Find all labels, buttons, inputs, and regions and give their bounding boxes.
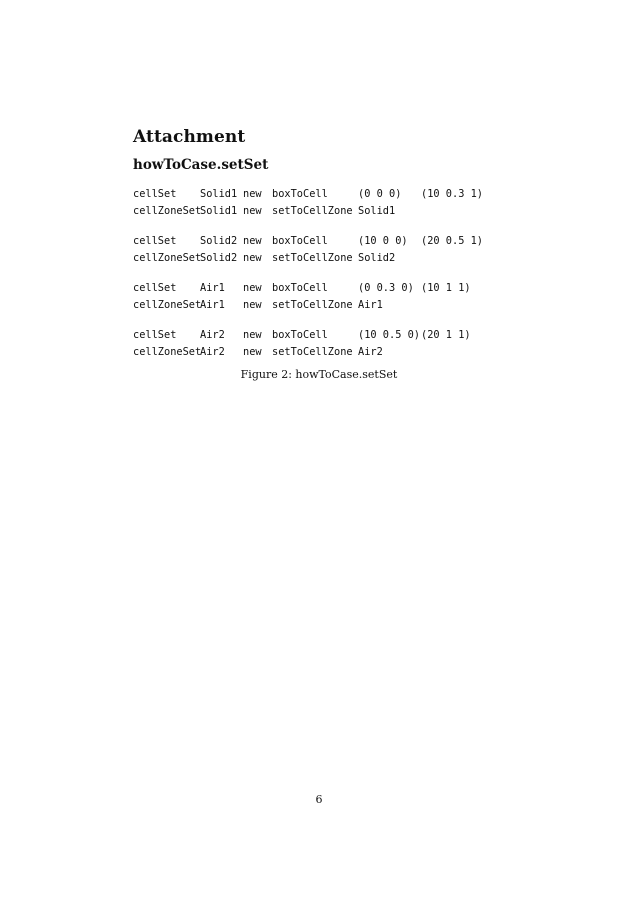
code-arg-1: (10 0.5 0): [358, 329, 420, 341]
section-title: Attachment: [133, 127, 246, 147]
code-action: new: [243, 329, 262, 341]
code-arg-2: (20 1 1): [421, 329, 471, 341]
code-command: cellSet: [133, 188, 177, 200]
code-set-name: Solid2: [200, 235, 238, 247]
code-arg-1: (0 0 0): [358, 188, 402, 200]
code-line: [133, 186, 483, 203]
code-listing: [133, 186, 483, 374]
code-set-name: Air1: [200, 282, 225, 294]
code-action: new: [243, 235, 262, 247]
code-line: [133, 280, 483, 297]
code-source: setToCellZone: [272, 252, 353, 264]
code-line: [133, 233, 483, 250]
code-line: [133, 250, 483, 267]
code-arg-1: Solid1: [358, 205, 396, 217]
code-set-name: Solid2: [200, 252, 238, 264]
code-action: new: [243, 299, 262, 311]
code-command: cellZoneSet: [133, 252, 202, 264]
code-set-name: Air2: [200, 346, 225, 358]
code-line: [133, 203, 483, 220]
code-command: cellZoneSet: [133, 346, 202, 358]
code-set-name: Solid1: [200, 205, 238, 217]
code-set-name: Air2: [200, 329, 225, 341]
code-action: new: [243, 205, 262, 217]
code-source: setToCellZone: [272, 346, 353, 358]
code-group: [133, 327, 483, 361]
code-arg-1: Air2: [358, 346, 383, 358]
code-command: cellSet: [133, 282, 177, 294]
code-source: boxToCell: [272, 188, 328, 200]
code-arg-1: (10 0 0): [358, 235, 408, 247]
code-command: cellSet: [133, 235, 177, 247]
code-arg-2: (10 0.3 1): [421, 188, 483, 200]
code-group: [133, 186, 483, 220]
code-action: new: [243, 282, 262, 294]
code-arg-2: (10 1 1): [421, 282, 471, 294]
code-group: [133, 233, 483, 267]
code-arg-1: (0 0.3 0): [358, 282, 414, 294]
code-group: [133, 280, 483, 314]
code-arg-1: Air1: [358, 299, 383, 311]
code-line: [133, 327, 483, 344]
code-arg-2: (20 0.5 1): [421, 235, 483, 247]
code-command: cellZoneSet: [133, 205, 202, 217]
code-source: setToCellZone: [272, 299, 353, 311]
code-command: cellZoneSet: [133, 299, 202, 311]
figure-caption: Figure 2: howToCase.setSet: [240, 368, 398, 381]
code-command: cellSet: [133, 329, 177, 341]
code-source: setToCellZone: [272, 205, 353, 217]
code-arg-1: Solid2: [358, 252, 396, 264]
code-source: boxToCell: [272, 235, 328, 247]
code-set-name: Solid1: [200, 188, 238, 200]
code-action: new: [243, 346, 262, 358]
code-source: boxToCell: [272, 329, 328, 341]
page-number: 6: [315, 793, 323, 806]
code-source: boxToCell: [272, 282, 328, 294]
code-action: new: [243, 252, 262, 264]
code-line: [133, 297, 483, 314]
code-action: new: [243, 188, 262, 200]
code-line: [133, 344, 483, 361]
code-set-name: Air1: [200, 299, 225, 311]
subsection-title: howToCase.setSet: [133, 157, 269, 173]
